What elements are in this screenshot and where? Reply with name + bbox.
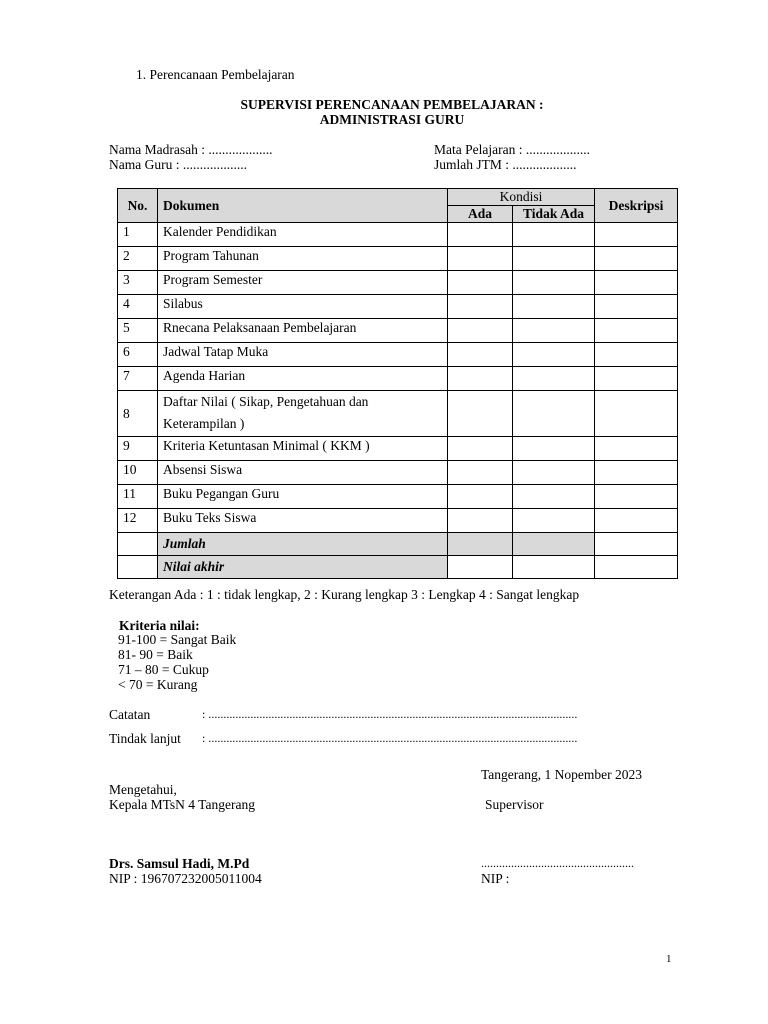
row-document: Silabus — [158, 295, 448, 319]
cell-deskripsi[interactable] — [595, 437, 678, 461]
nilai-akhir-ada-cell[interactable] — [448, 556, 513, 579]
keterangan-text: Keterangan Ada : 1 : tidak lengkap, 2 : Kurang lengkap 3 : Lengkap 4 : Sangat lengkap — [109, 587, 580, 602]
tindak-lanjut-label: Tindak lanjut — [109, 731, 181, 746]
row-number: 6 — [118, 343, 158, 367]
row-number: 1 — [118, 223, 158, 247]
supervisor-nip: NIP : — [481, 871, 510, 886]
table-row — [118, 437, 678, 461]
row-number: 2 — [118, 247, 158, 271]
table-row — [118, 509, 678, 533]
field-mata-pelajaran: Mata Pelajaran : ................... — [434, 142, 590, 157]
table-row — [118, 485, 678, 509]
row-number: 9 — [118, 437, 158, 461]
cell-deskripsi[interactable] — [595, 367, 678, 391]
section-heading: 1. Perencanaan Pembelajaran — [136, 67, 295, 82]
cell-ada[interactable] — [448, 437, 513, 461]
cell-ada[interactable] — [448, 367, 513, 391]
supervisor-title: Supervisor — [485, 797, 544, 812]
cell-tidak-ada[interactable] — [513, 391, 595, 437]
row-number: 12 — [118, 509, 158, 533]
cell-ada[interactable] — [448, 247, 513, 271]
row-document: Kalender Pendidikan — [158, 223, 448, 247]
table-row — [118, 223, 678, 247]
document-title-line2: ADMINISTRASI GURU — [319, 112, 465, 127]
header-tidak-ada: Tidak Ada — [513, 206, 595, 223]
kepala-title: Kepala MTsN 4 Tangerang — [109, 797, 255, 812]
row-document — [158, 391, 448, 437]
row-number: 4 — [118, 295, 158, 319]
catatan-label: Catatan — [109, 707, 151, 722]
row-document: Jadwal Tatap Muka — [158, 343, 448, 367]
header-dokumen: Dokumen — [158, 189, 448, 223]
row-document: Kriteria Ketuntasan Minimal ( KKM ) — [158, 437, 448, 461]
table-row — [118, 391, 678, 437]
header-deskripsi: Deskripsi — [595, 189, 678, 223]
document-title-line1: SUPERVISI PERENCANAAN PEMBELAJARAN : — [240, 97, 544, 112]
cell-deskripsi[interactable] — [595, 295, 678, 319]
cell-deskripsi[interactable] — [595, 223, 678, 247]
table-row — [118, 271, 678, 295]
cell-tidak-ada[interactable] — [513, 247, 595, 271]
cell-ada[interactable] — [448, 509, 513, 533]
supervision-table — [117, 188, 678, 579]
table-row — [118, 343, 678, 367]
cell-ada[interactable] — [448, 271, 513, 295]
cell-ada[interactable] — [448, 461, 513, 485]
row-document: Absensi Siswa — [158, 461, 448, 485]
row-number: 7 — [118, 367, 158, 391]
row-number: 5 — [118, 319, 158, 343]
cell-deskripsi[interactable] — [595, 461, 678, 485]
kriteria-item: 71 – 80 = Cukup — [118, 662, 209, 677]
table-row — [118, 367, 678, 391]
jumlah-row — [118, 533, 678, 556]
jumlah-deskripsi-cell[interactable] — [595, 533, 678, 556]
cell-ada[interactable] — [448, 295, 513, 319]
row-number: 8 — [118, 391, 158, 437]
table-row — [118, 247, 678, 271]
field-nama-guru: Nama Guru : ................... — [109, 157, 247, 172]
cell-ada[interactable] — [448, 319, 513, 343]
row-document: Program Semester — [158, 271, 448, 295]
row-document: Buku Pegangan Guru — [158, 485, 448, 509]
cell-deskripsi[interactable] — [595, 343, 678, 367]
cell-ada[interactable] — [448, 391, 513, 437]
cell-deskripsi[interactable] — [595, 319, 678, 343]
header-ada: Ada — [448, 206, 513, 223]
nilai-akhir-label: Nilai akhir — [158, 556, 448, 579]
kepala-name: Drs. Samsul Hadi, M.Pd — [109, 856, 250, 871]
supervisor-name-line: ................................................... — [481, 856, 634, 870]
table-row — [118, 461, 678, 485]
cell-tidak-ada[interactable] — [513, 319, 595, 343]
jumlah-number-cell — [118, 533, 158, 556]
cell-ada[interactable] — [448, 223, 513, 247]
cell-ada[interactable] — [448, 343, 513, 367]
row-document-line2: Keterampilan ) — [163, 416, 245, 431]
jumlah-tidak-ada-cell[interactable] — [513, 533, 595, 556]
cell-tidak-ada[interactable] — [513, 437, 595, 461]
cell-deskripsi[interactable] — [595, 271, 678, 295]
place-date: Tangerang, 1 Nopember 2023 — [481, 767, 643, 782]
cell-deskripsi[interactable] — [595, 485, 678, 509]
kriteria-item: 91-100 = Sangat Baik — [118, 632, 237, 647]
jumlah-label: Jumlah — [158, 533, 448, 556]
field-nama-madrasah: Nama Madrasah : ................... — [109, 142, 273, 157]
catatan-field[interactable]: : ........................................................................................................................... — [202, 707, 578, 721]
cell-ada[interactable] — [448, 485, 513, 509]
page-number: 1 — [666, 953, 672, 965]
cell-deskripsi[interactable] — [595, 391, 678, 437]
nilai-akhir-deskripsi-cell[interactable] — [595, 556, 678, 579]
row-document: Buku Teks Siswa — [158, 509, 448, 533]
kriteria-title: Kriteria nilai: — [119, 618, 200, 633]
header-kondisi: Kondisi — [448, 189, 595, 206]
kepala-nip: NIP : 196707232005011004 — [109, 871, 262, 886]
kriteria-item: < 70 = Kurang — [118, 677, 198, 692]
cell-tidak-ada[interactable] — [513, 343, 595, 367]
cell-tidak-ada[interactable] — [513, 485, 595, 509]
nilai-akhir-row — [118, 556, 678, 579]
row-number: 11 — [118, 485, 158, 509]
jumlah-ada-cell[interactable] — [448, 533, 513, 556]
cell-tidak-ada[interactable] — [513, 367, 595, 391]
row-document-line1: Daftar Nilai ( Sikap, Pengetahuan dan — [163, 394, 369, 409]
mengetahui-label: Mengetahui, — [109, 782, 177, 797]
kriteria-item: 81- 90 = Baik — [118, 647, 193, 662]
tindak-lanjut-field[interactable]: : ........................................................................................................................... — [202, 731, 578, 745]
row-document: Agenda Harian — [158, 367, 448, 391]
nilai-akhir-tidak-ada-cell[interactable] — [513, 556, 595, 579]
cell-tidak-ada[interactable] — [513, 295, 595, 319]
header-no: No. — [118, 189, 158, 223]
row-number: 10 — [118, 461, 158, 485]
table-row — [118, 295, 678, 319]
field-jumlah-jtm: Jumlah JTM : ................... — [434, 157, 577, 172]
table-row — [118, 319, 678, 343]
cell-deskripsi[interactable] — [595, 247, 678, 271]
cell-deskripsi[interactable] — [595, 509, 678, 533]
row-document: Rnecana Pelaksanaan Pembelajaran — [158, 319, 448, 343]
cell-tidak-ada[interactable] — [513, 271, 595, 295]
nilai-akhir-number-cell — [118, 556, 158, 579]
cell-tidak-ada[interactable] — [513, 223, 595, 247]
cell-tidak-ada[interactable] — [513, 509, 595, 533]
row-number: 3 — [118, 271, 158, 295]
cell-tidak-ada[interactable] — [513, 461, 595, 485]
row-document: Program Tahunan — [158, 247, 448, 271]
